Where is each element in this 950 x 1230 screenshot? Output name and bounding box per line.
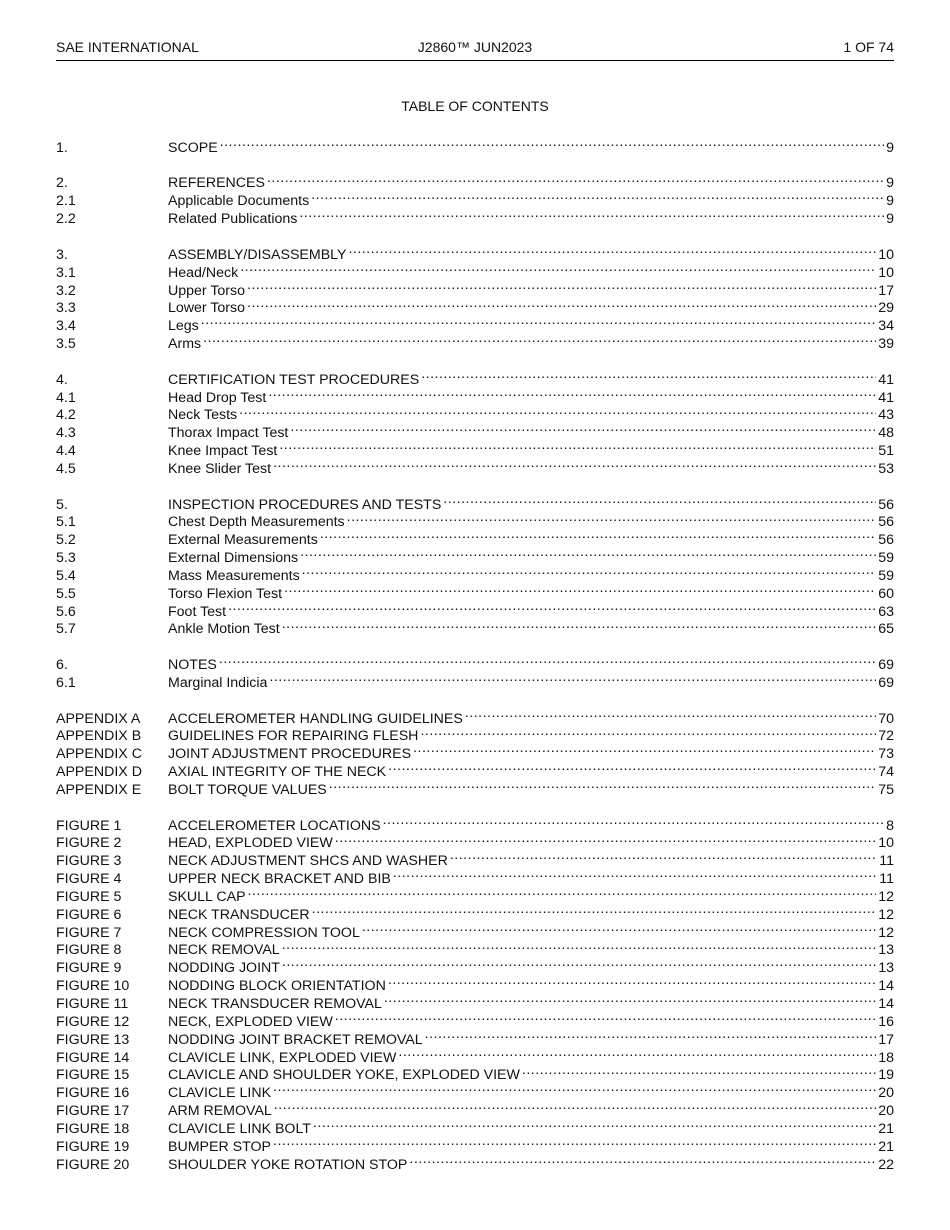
toc-entry-page: 13	[878, 942, 894, 959]
dot-leader	[313, 1115, 876, 1133]
toc-entry-title: Knee Slider Test	[168, 460, 272, 477]
dot-leader	[274, 1097, 876, 1115]
toc-entry-title: NOTES	[168, 657, 217, 674]
toc-entry-title: Head Drop Test	[168, 389, 267, 406]
dot-leader	[312, 901, 877, 919]
toc-entry-page: 73	[878, 746, 894, 763]
toc-entry-page: 56	[878, 532, 894, 549]
dot-leader	[335, 830, 876, 848]
toc-entry-page: 13	[878, 960, 894, 977]
toc-entry-title: Neck Tests	[168, 407, 238, 424]
toc-entry-title: Lower Torso	[168, 300, 246, 317]
toc-entry-page: 53	[878, 460, 894, 477]
toc-entry-number: 3.2	[56, 282, 76, 299]
toc-entry-number: FIGURE 6	[56, 906, 122, 923]
toc-entry-page: 14	[878, 978, 894, 995]
toc-section-group	[56, 705, 894, 798]
toc-entry-page: 41	[878, 371, 894, 388]
toc-section-group	[56, 241, 894, 353]
toc-entry-title: JOINT ADJUSTMENT PROCEDURES	[168, 746, 412, 763]
toc-section-group	[56, 170, 894, 228]
toc-entry-number: FIGURE 19	[56, 1138, 130, 1155]
toc-entry-number: FIGURE 1	[56, 817, 122, 834]
toc-section-group	[56, 366, 894, 477]
toc-entry-page: 60	[878, 585, 894, 602]
dot-leader	[267, 170, 884, 188]
toc-entry-number: 5.7	[56, 621, 76, 638]
toc-entry-title: NODDING JOINT	[168, 960, 280, 977]
toc-entry-number: 4.2	[56, 407, 76, 424]
dot-leader	[420, 723, 876, 741]
toc-entry-title: UPPER NECK BRACKET AND BIB	[168, 871, 391, 888]
toc-section-group	[56, 812, 894, 1173]
toc-entry-page: 11	[879, 853, 894, 870]
toc-entry-title: NECK, EXPLODED VIEW	[168, 1013, 333, 1030]
toc-entry-page: 12	[878, 888, 894, 905]
toc-entry-page: 9	[886, 211, 894, 228]
toc-entry-page: 12	[878, 906, 894, 923]
toc-entry[interactable]	[56, 366, 894, 388]
dot-leader	[450, 847, 877, 865]
dot-leader	[268, 384, 876, 402]
dot-leader	[398, 1044, 876, 1062]
dot-leader	[201, 312, 876, 330]
toc-entry-page: 75	[878, 781, 894, 798]
toc-entry-page: 56	[878, 514, 894, 531]
dot-leader	[388, 758, 876, 776]
toc-entry-page: 69	[878, 674, 894, 691]
toc-entry-number: 4.3	[56, 425, 76, 442]
dot-leader	[443, 491, 876, 509]
toc-entry-number: FIGURE 14	[56, 1049, 130, 1066]
toc-entry-number: 4.1	[56, 389, 76, 406]
toc-entry-page: 41	[878, 389, 894, 406]
dot-leader	[347, 509, 877, 527]
toc-entry-title: INSPECTION PROCEDURES AND TESTS	[168, 496, 442, 513]
toc-entry-title: NODDING BLOCK ORIENTATION	[168, 978, 386, 995]
toc-entry-page: 17	[878, 282, 894, 299]
toc-entry-page: 18	[878, 1049, 894, 1066]
toc-entry-title: CLAVICLE LINK, EXPLODED VIEW	[168, 1049, 397, 1066]
page-header	[56, 38, 894, 61]
toc-entry-page: 59	[878, 567, 894, 584]
toc-entry-page: 34	[878, 318, 894, 335]
dot-leader	[247, 295, 876, 313]
toc-entry-number: FIGURE 15	[56, 1067, 130, 1084]
toc-entry[interactable]	[56, 651, 894, 674]
toc-section-group	[56, 134, 894, 156]
dot-leader	[240, 259, 876, 277]
toc-entry-title: Foot Test	[168, 603, 227, 620]
dot-leader	[239, 402, 876, 420]
toc-entry-page: 21	[878, 1138, 894, 1155]
toc-entry-number: 4.5	[56, 460, 76, 477]
toc-entry-page: 72	[878, 728, 894, 745]
toc-entry-number: FIGURE 17	[56, 1103, 130, 1120]
toc-entry-number: FIGURE 12	[56, 1013, 130, 1030]
toc-entry-page: 20	[878, 1085, 894, 1102]
toc-entry-number: FIGURE 7	[56, 924, 122, 941]
toc-entry-number: FIGURE 9	[56, 960, 122, 977]
dot-leader	[273, 1079, 876, 1097]
dot-leader	[300, 544, 876, 562]
table-of-contents	[56, 134, 894, 1186]
toc-entry-title: NECK ADJUSTMENT SHCS AND WASHER	[168, 853, 448, 870]
toc-entry-number: APPENDIX A	[56, 710, 141, 727]
dot-leader	[348, 241, 876, 259]
toc-entry-number: FIGURE 10	[56, 978, 130, 995]
dot-leader	[269, 669, 876, 687]
toc-entry-number: 1.	[56, 139, 68, 156]
toc-entry[interactable]	[56, 241, 894, 263]
dot-leader	[393, 865, 877, 883]
dot-leader	[284, 580, 876, 598]
toc-entry-title: External Dimensions	[168, 550, 299, 567]
dot-leader	[384, 990, 876, 1008]
toc-entry-title: Knee Impact Test	[168, 443, 278, 460]
toc-entry-page: 22	[878, 1156, 894, 1173]
toc-entry-title: CLAVICLE LINK	[168, 1085, 272, 1102]
toc-entry-number: 3.5	[56, 336, 76, 353]
toc-entry-page: 70	[878, 710, 894, 727]
toc-entry-number: 6.1	[56, 674, 76, 691]
toc-entry[interactable]	[56, 812, 894, 834]
toc-entry-title: REFERENCES	[168, 175, 265, 192]
toc-entry-title: NECK TRANSDUCER	[168, 906, 310, 923]
toc-entry-page: 69	[878, 657, 894, 674]
toc-entry-title: Ankle Motion Test	[168, 621, 280, 638]
toc-entry-number: 2.2	[56, 211, 76, 228]
toc-entry-title: Torso Flexion Test	[168, 585, 283, 602]
dot-leader	[247, 277, 876, 295]
toc-entry-number: 3.4	[56, 318, 76, 335]
toc-entry-title: External Measurements	[168, 532, 318, 549]
toc-entry-page: 21	[878, 1120, 894, 1137]
header-publisher: SAE INTERNATIONAL	[56, 39, 199, 55]
toc-entry[interactable]	[56, 705, 894, 727]
dot-leader	[311, 187, 884, 205]
toc-entry-title: Marginal Indicia	[168, 674, 268, 691]
toc-entry-title: Upper Torso	[168, 282, 246, 299]
toc-entry-page: 9	[886, 139, 894, 156]
dot-leader	[421, 366, 876, 384]
toc-entry-title: Thorax Impact Test	[168, 425, 289, 442]
toc-title: TABLE OF CONTENTS	[401, 98, 549, 114]
dot-leader	[219, 651, 876, 669]
toc-entry-title: Arms	[168, 336, 202, 353]
toc-entry-page: 39	[878, 336, 894, 353]
toc-entry-number: FIGURE 11	[56, 996, 129, 1013]
dot-leader	[383, 812, 885, 830]
dot-leader	[248, 883, 877, 901]
toc-entry-number: 3.	[56, 246, 68, 263]
dot-leader	[413, 740, 876, 758]
toc-section-group	[56, 651, 894, 691]
toc-entry-title: Related Publications	[168, 211, 298, 228]
toc-entry-page: 10	[878, 835, 894, 852]
toc-entry-page: 48	[878, 425, 894, 442]
dot-leader	[335, 1008, 876, 1026]
toc-entry-number: FIGURE 13	[56, 1031, 130, 1048]
toc-entry-page: 19	[878, 1067, 894, 1084]
dot-leader	[329, 776, 876, 794]
toc-entry-title: BOLT TORQUE VALUES	[168, 781, 327, 798]
toc-entry-number: 5.1	[56, 514, 76, 531]
toc-entry-number: 5.5	[56, 585, 76, 602]
toc-entry-title: SKULL CAP	[168, 888, 246, 905]
toc-entry-number: 6.	[56, 657, 68, 674]
header-document-id: J2860™ JUN2023	[417, 39, 533, 55]
toc-entry-title: CERTIFICATION TEST PROCEDURES	[168, 371, 420, 388]
toc-entry-title: BUMPER STOP	[168, 1138, 272, 1155]
toc-entry-number: FIGURE 5	[56, 888, 122, 905]
toc-entry-number: 5.3	[56, 550, 76, 567]
toc-entry-number: APPENDIX B	[56, 728, 142, 745]
toc-entry-page: 59	[878, 550, 894, 567]
toc-entry-title: ARM REMOVAL	[168, 1103, 272, 1120]
toc-entry-number: 4.4	[56, 443, 76, 460]
toc-entry-page: 74	[878, 764, 894, 781]
toc-entry-number: 3.1	[56, 264, 76, 281]
toc-entry-page: 11	[879, 871, 894, 888]
toc-entry-number: 5.	[56, 496, 68, 513]
toc-entry-page: 43	[878, 407, 894, 424]
toc-entry-title: AXIAL INTEGRITY OF THE NECK	[168, 764, 387, 781]
toc-entry-title: ASSEMBLY/DISASSEMBLY	[168, 246, 347, 263]
dot-leader	[522, 1062, 876, 1080]
toc-entry-number: FIGURE 4	[56, 871, 122, 888]
toc-entry-number: 5.2	[56, 532, 76, 549]
toc-entry-title: Legs	[168, 318, 199, 335]
toc-entry-title: NECK TRANSDUCER REMOVAL	[168, 996, 382, 1013]
dot-leader	[320, 526, 876, 544]
toc-entry-page: 9	[886, 175, 894, 192]
toc-entry-title: GUIDELINES FOR REPAIRING FLESH	[168, 728, 419, 745]
toc-entry-number: 4.	[56, 371, 68, 388]
toc-entry-number: 2.	[56, 175, 68, 192]
toc-entry-number: APPENDIX D	[56, 764, 142, 781]
dot-leader	[299, 205, 884, 223]
toc-section-group	[56, 491, 894, 638]
toc-entry-title: Head/Neck	[168, 264, 239, 281]
toc-entry-number: 2.1	[56, 193, 76, 210]
toc-entry-page: 29	[878, 300, 894, 317]
toc-entry-page: 12	[878, 924, 894, 941]
dot-leader	[279, 437, 876, 455]
toc-entry-title: HEAD, EXPLODED VIEW	[168, 835, 333, 852]
toc-entry-page: 20	[878, 1103, 894, 1120]
toc-entry-title: NECK REMOVAL	[168, 942, 280, 959]
toc-entry[interactable]	[56, 134, 894, 156]
toc-entry-number: FIGURE 20	[56, 1156, 130, 1173]
dot-leader	[425, 1026, 877, 1044]
dot-leader	[388, 972, 876, 990]
toc-entry-page: 10	[878, 246, 894, 263]
dot-leader	[220, 134, 884, 152]
dot-leader	[203, 330, 876, 348]
toc-entry-title: Applicable Documents	[168, 193, 310, 210]
toc-entry-page: 16	[878, 1013, 894, 1030]
toc-entry-title: SCOPE	[168, 139, 218, 156]
toc-entry-title: Chest Depth Measurements	[168, 514, 345, 531]
dot-leader	[465, 705, 876, 723]
toc-entry-number: APPENDIX E	[56, 781, 142, 798]
toc-entry-title: Mass Measurements	[168, 567, 300, 584]
toc-entry-number: FIGURE 16	[56, 1085, 130, 1102]
dot-leader	[290, 419, 876, 437]
toc-entry-number: 3.3	[56, 300, 76, 317]
toc-entry-title: CLAVICLE LINK BOLT	[168, 1120, 311, 1137]
toc-entry-number: 5.6	[56, 603, 76, 620]
toc-entry-title: ACCELEROMETER LOCATIONS	[168, 817, 381, 834]
toc-entry-number: FIGURE 3	[56, 853, 122, 870]
toc-entry-number: FIGURE 8	[56, 942, 122, 959]
dot-leader	[282, 954, 876, 972]
toc-entry-title: NECK COMPRESSION TOOL	[168, 924, 360, 941]
toc-entry-number: FIGURE 2	[56, 835, 122, 852]
toc-entry-page: 63	[878, 603, 894, 620]
toc-entry-page: 56	[878, 496, 894, 513]
toc-entry-number: FIGURE 18	[56, 1120, 130, 1137]
toc-entry-page: 8	[886, 817, 894, 834]
dot-leader	[282, 616, 877, 634]
toc-entry-page: 51	[878, 443, 894, 460]
toc-entry-title: ACCELEROMETER HANDLING GUIDELINES	[168, 710, 463, 727]
dot-leader	[282, 937, 877, 955]
toc-entry[interactable]	[56, 491, 894, 513]
toc-entry-page: 65	[878, 621, 894, 638]
dot-leader	[273, 455, 876, 473]
toc-entry-page: 10	[878, 264, 894, 281]
toc-entry-title: NODDING JOINT BRACKET REMOVAL	[168, 1031, 423, 1048]
toc-entry-title: SHOULDER YOKE ROTATION STOP	[168, 1156, 408, 1173]
dot-leader	[273, 1133, 876, 1151]
toc-entry-page: 9	[886, 193, 894, 210]
toc-entry-number: 5.4	[56, 567, 76, 584]
dot-leader	[409, 1151, 876, 1169]
toc-entry-page: 14	[878, 996, 894, 1013]
dot-leader	[302, 562, 877, 580]
toc-entry-number: APPENDIX C	[56, 746, 142, 763]
dot-leader	[362, 919, 876, 937]
header-page-number: 1 OF 74	[843, 39, 894, 55]
toc-entry[interactable]	[56, 170, 894, 192]
toc-entry-title: CLAVICLE AND SHOULDER YOKE, EXPLODED VIEW	[168, 1067, 520, 1084]
dot-leader	[228, 598, 876, 616]
toc-entry-page: 17	[878, 1031, 894, 1048]
